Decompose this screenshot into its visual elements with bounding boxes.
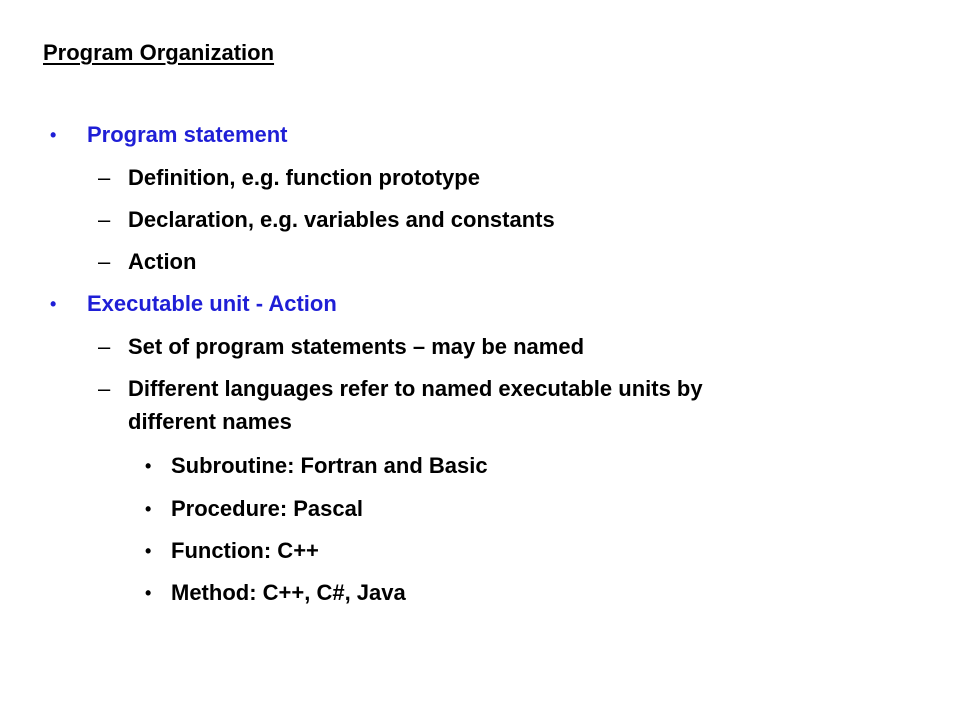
- bullet-icon: •: [145, 541, 152, 561]
- dash-icon: –: [98, 165, 111, 190]
- dash-icon: –: [98, 207, 111, 232]
- bullet-text: Program statement: [87, 122, 288, 147]
- dash-icon: –: [98, 334, 111, 359]
- slide-title: Program Organization: [43, 40, 275, 65]
- bullet-text: Method: C++, C#, Java: [171, 580, 406, 605]
- bullet-text: Executable unit - Action: [87, 291, 337, 316]
- bullet-text: Declaration, e.g. variables and constants: [128, 207, 555, 232]
- bullet-text: different names: [128, 409, 292, 434]
- bullet-icon: •: [50, 125, 57, 145]
- bullet-icon: •: [50, 294, 57, 314]
- bullet-text: Definition, e.g. function prototype: [128, 165, 480, 190]
- dash-icon: –: [98, 376, 111, 401]
- bullet-text: Function: C++: [171, 538, 319, 563]
- dash-icon: –: [98, 249, 111, 274]
- bullet-icon: •: [145, 499, 152, 519]
- bullet-text: Set of program statements – may be named: [128, 334, 585, 359]
- bullet-icon: •: [145, 456, 152, 476]
- bullet-text: Procedure: Pascal: [171, 496, 363, 521]
- bullet-text: Different languages refer to named executable units by: [128, 376, 703, 401]
- bullet-text: Action: [128, 249, 197, 274]
- bullet-icon: •: [145, 583, 152, 603]
- bullet-text: Subroutine: Fortran and Basic: [171, 453, 488, 478]
